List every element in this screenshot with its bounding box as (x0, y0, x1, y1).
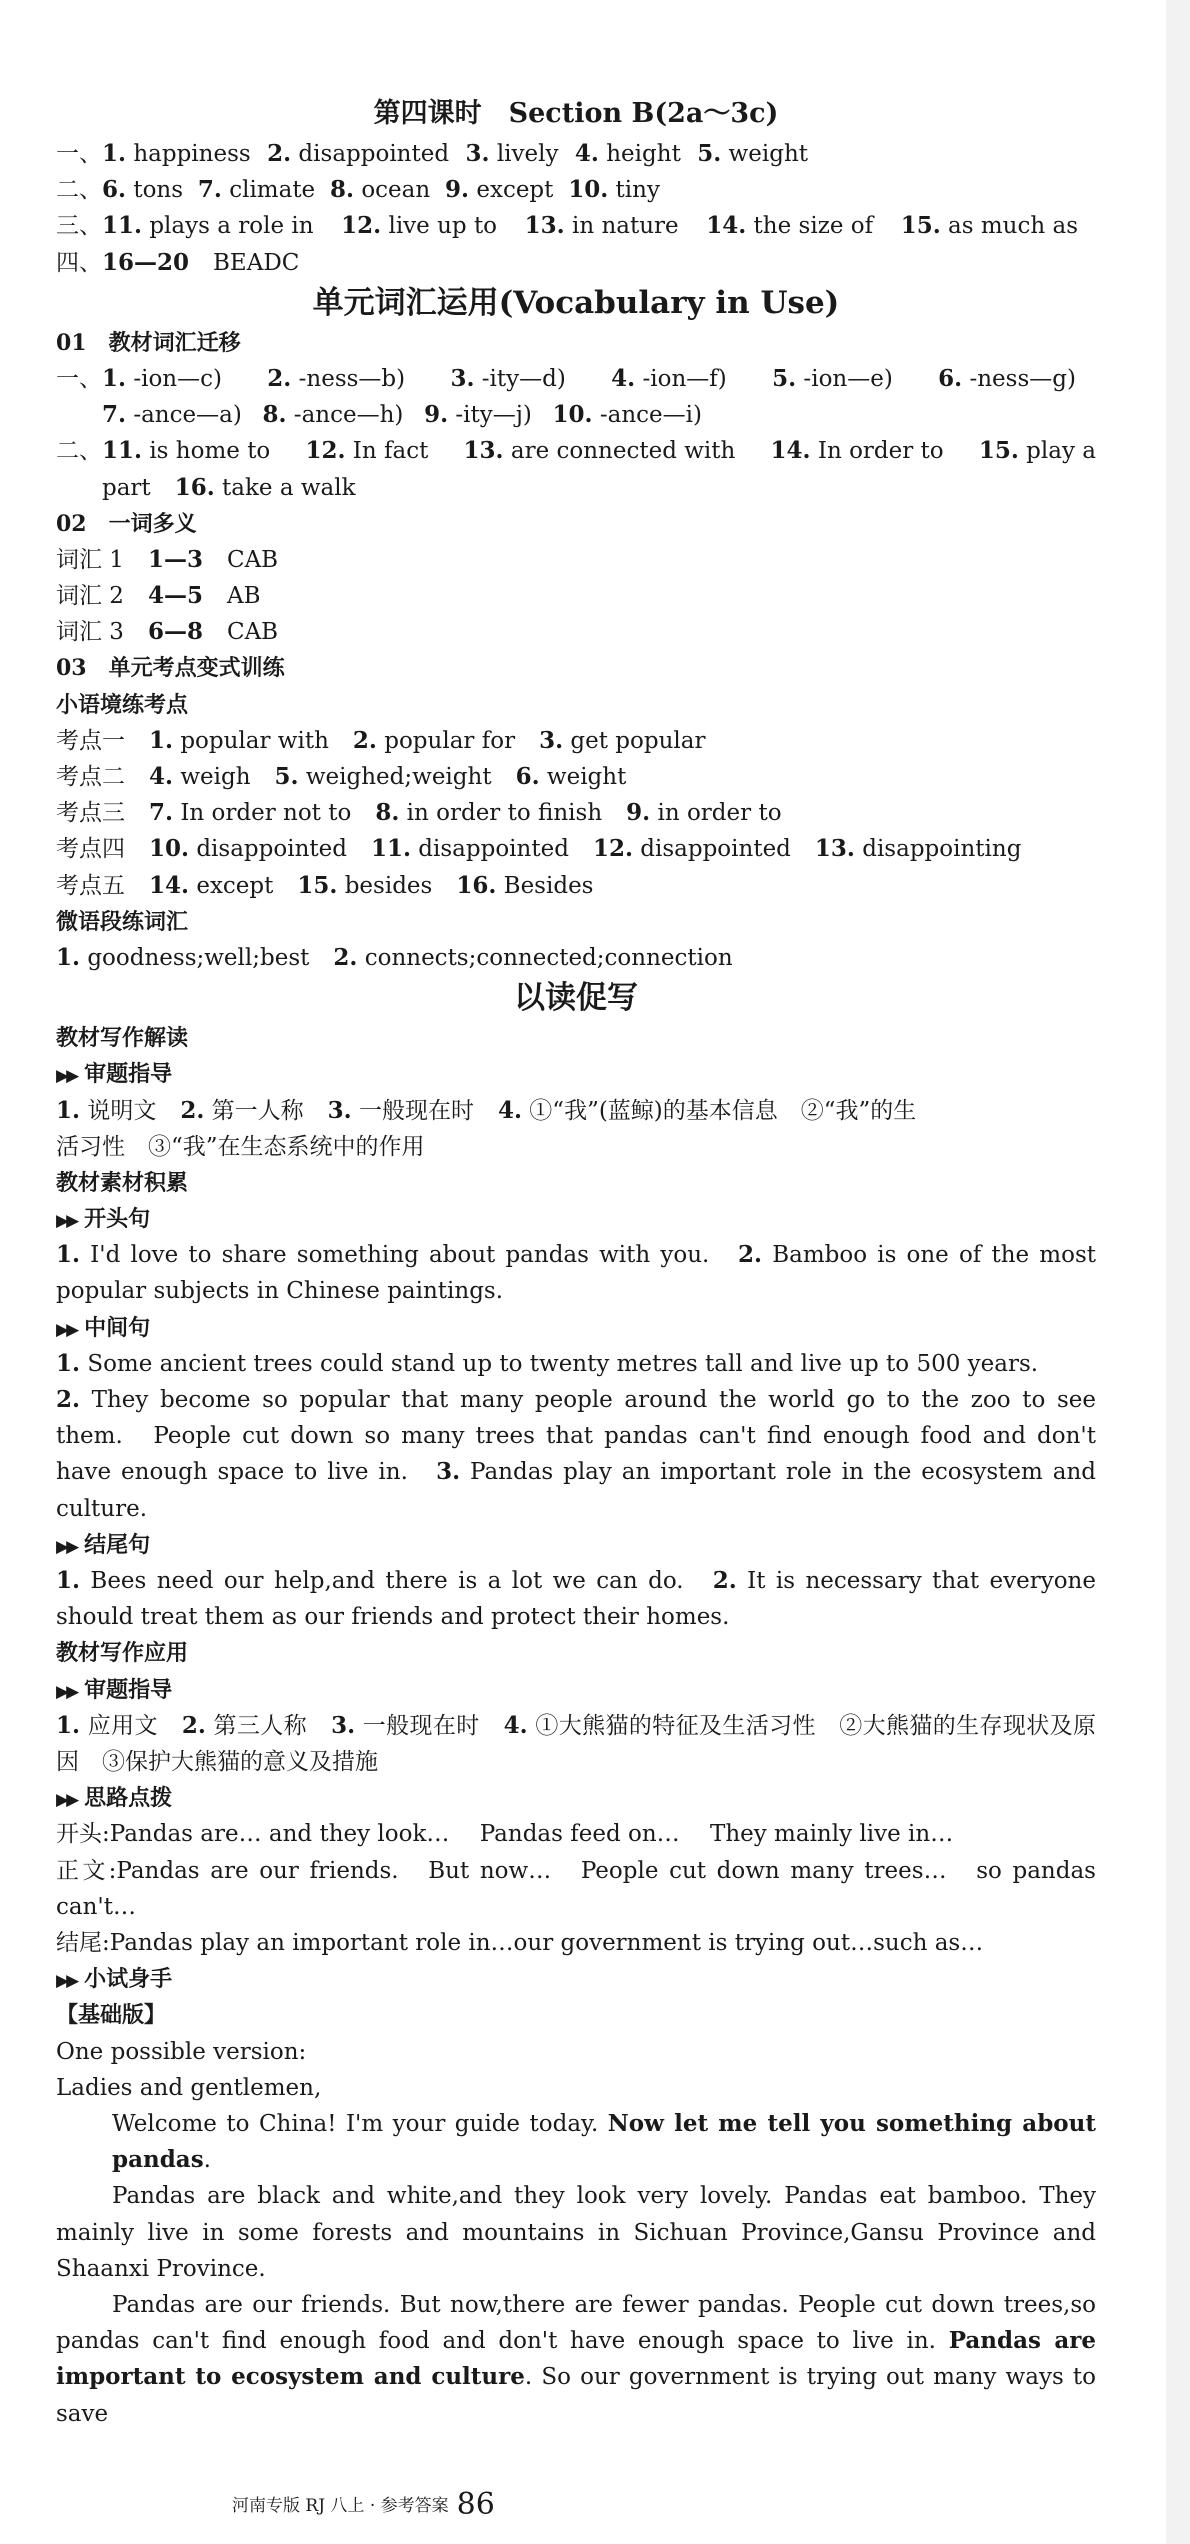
answer-row: 三、11. plays a role in 12. live up to 13. in nature 14. the size of 15. as much as (56, 212, 1078, 240)
answer-row: 考点三 7. In order not to 8. in order to finish 9. in order to (56, 799, 782, 827)
double-triangle-icon: ▶▶ (56, 1066, 77, 1087)
answer-row: 考点四 10. disappointed 11. disappointed 12. disappointed 13. disappointing (56, 835, 1022, 863)
answer-paragraph: 1. I'd love to share something about pandas with you. 2. Bamboo is one of the most popular subjects in Chinese paintings. (56, 1241, 1097, 1305)
answer-paragraph: 1. Some ancient trees could stand up to twenty metres tall and live up to 500 years. (56, 1349, 1039, 1377)
essay-paragraph: Pandas are our friends. But now,there are fewer pandas. People cut down trees,so pandas can't find enough food and don't have enough space to live in. Pandas are important to ecosystem and culture. So our government is trying out many ways to save (56, 2291, 1096, 2427)
answer-row: 活习性 ③“我”在生态系统中的作用 (56, 1133, 425, 1160)
subsection-heading: 小语境练考点 (56, 691, 189, 718)
page-footer (232, 2484, 495, 2522)
bullet-heading: ▶▶ 审题指导 (56, 1676, 173, 1703)
bullet-heading: ▶▶ 中间句 (56, 1314, 151, 1341)
answer-row: 考点一 1. popular with 2. popular for 3. get popular (56, 726, 706, 754)
answer-row: 1. 说明文 2. 第一人称 3. 一般现在时 4. ①“我”(蓝鲸)的基本信息 ②“我”的生 (56, 1096, 917, 1124)
version-label: 【基础版】 (56, 2002, 167, 2029)
essay-greeting: Ladies and gentlemen, (56, 2074, 322, 2101)
essay-paragraph: Welcome to China! I'm your guide today. Now let me tell you something about pandas. (112, 2109, 1096, 2174)
double-triangle-icon: ▶▶ (56, 1681, 77, 1702)
subsection-heading: 教材写作应用 (56, 1640, 189, 1667)
answer-row: 词汇 2 4—5 AB (56, 582, 261, 610)
subsection-heading: 教材素材积累 (56, 1169, 189, 1196)
answer-row: 考点二 4. weigh 5. weighed;weight 6. weight (56, 763, 627, 790)
answer-paragraph: 1. 应用文 2. 第三人称 3. 一般现在时 4. ①大熊猫的特征及生活习性 ②大熊猫的生存现状及原因 ③保护大熊猫的意义及措施 (56, 1711, 1097, 1776)
answer-row: 词汇 3 6—8 CAB (56, 618, 279, 646)
bullet-heading: ▶▶ 结尾句 (56, 1531, 151, 1558)
outline-line: 正文:Pandas are our friends. But now… People cut down many trees… so pandas can't… (56, 1857, 1096, 1920)
page-edge-shadow (1166, 0, 1190, 2544)
footer-label: 河南专版 RJ 八上 · 参考答案 (232, 2496, 449, 2516)
page-content (56, 92, 1096, 2432)
essay-intro: One possible version: (56, 2038, 307, 2065)
double-triangle-icon: ▶▶ (56, 1790, 77, 1811)
answer-row: 7. -ance—a) 8. -ance—h) 9. -ity—j) 10. -ance—i) (102, 401, 702, 429)
outline-line: 开头:Pandas are… and they look… Pandas feed on… They mainly live in… (56, 1821, 954, 1848)
answer-row: 四、16—20 BEADC (56, 248, 300, 276)
answer-row: 考点五 14. except 15. besides 16. Besides (56, 871, 594, 899)
double-triangle-icon: ▶▶ (56, 1211, 77, 1232)
bullet-heading: ▶▶ 思路点拨 (56, 1785, 173, 1812)
answer-paragraph: 1. Bees need our help,and there is a lot we can do. 2. It is necessary that everyone should treat them as our friends and protect their homes. (56, 1567, 1096, 1631)
double-triangle-icon: ▶▶ (56, 1319, 77, 1340)
vocab-title: 单元词汇运用(Vocabulary in Use) (312, 284, 840, 321)
subsection-heading: 02 一词多义 (56, 510, 197, 537)
bullet-heading: ▶▶ 开头句 (56, 1206, 151, 1233)
answer-row: 1. goodness;well;best 2. connects;connected;connection (56, 943, 733, 971)
answer-row: 词汇 1 1—3 CAB (56, 545, 279, 573)
subsection-heading: 教材写作解读 (56, 1025, 189, 1052)
outline-line: 结尾:Pandas play an important role in…our government is trying out…such as… (56, 1930, 984, 1957)
subsection-heading: 01 教材词汇迁移 (56, 329, 241, 356)
answer-row: 二、11. is home to 12. In fact 13. are connected with 14. In order to 15. play a (56, 437, 1096, 465)
double-triangle-icon: ▶▶ (56, 1971, 77, 1992)
essay-paragraph: Pandas are black and white,and they look very lovely. Pandas eat bamboo. They mainly live in some forests and mountains in Sichuan Province,Gansu Province and Shaanxi Province. (56, 2183, 1096, 2282)
answer-row: part 16. take a walk (102, 473, 356, 501)
answer-row: 二、6. tons 7. climate 8. ocean 9. except 10. tiny (56, 176, 660, 204)
subsection-heading: 03 单元考点变式训练 (56, 655, 285, 682)
subsection-heading: 微语段练词汇 (56, 908, 189, 935)
bullet-heading: ▶▶ 审题指导 (56, 1061, 173, 1088)
double-triangle-icon: ▶▶ (56, 1536, 77, 1557)
answer-paragraph: 2. They become so popular that many people around the world go to the zoo to see them. People cut down so many trees that pandas can't find enough food and don't have enough space to live in. 3. Pandas play an important role in the ecosystem and culture. (56, 1386, 1096, 1522)
answer-row: 一、1. happiness 2. disappointed 3. lively 4. height 5. weight (56, 140, 808, 167)
answer-row: 一、1. -ion—c) 2. -ness—b) 3. -ity—d) 4. -ion—f) 5. -ion—e) 6. -ness—g) (56, 364, 1076, 392)
section-b-title: 第四课时 Section B(2a～3c) (373, 98, 779, 129)
bullet-heading: ▶▶ 小试身手 (56, 1966, 173, 1993)
writing-title: 以读促写 (514, 980, 638, 1017)
page-number: 86 (456, 2487, 495, 2522)
